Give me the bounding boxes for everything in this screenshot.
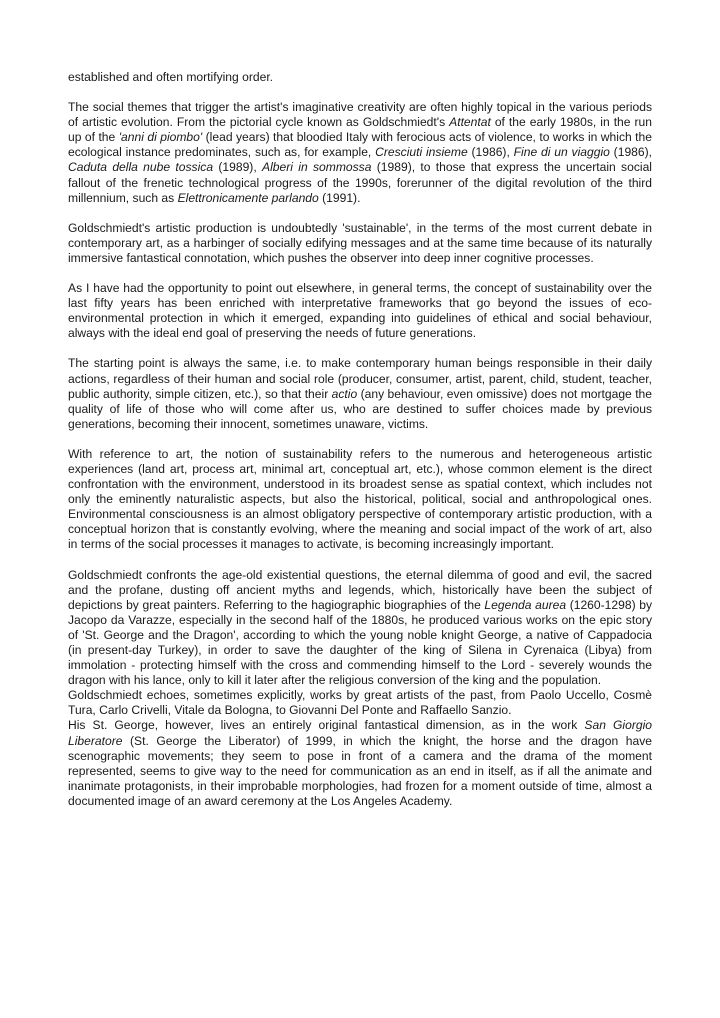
italic-title-text: Fine di un viaggio	[513, 145, 610, 160]
paragraph-text: His St. George, however, lives an entirely original fantastical dimension, as in the work	[68, 718, 585, 733]
italic-title-text: Cresciuti insieme	[375, 145, 468, 160]
paragraph-text: (lead years) that bloodied Italy with ferocious acts of violence, to works in which the ecological instance predominates, such as, for example,	[68, 130, 652, 160]
paragraph-text: (1989), to those that express the uncertain social fallout of the frenetic technological progress of the 1990s, forerunner of the digital revolution of the third millennium, such as	[68, 160, 652, 205]
body-paragraph	[68, 100, 652, 206]
paragraph-text: established and often mortifying order.	[68, 70, 274, 84]
body-paragraph	[68, 70, 652, 85]
italic-title-text: Alberi in sommossa	[262, 160, 372, 175]
paragraph-text: (1986),	[467, 145, 514, 160]
paragraph-text: (1989),	[213, 160, 263, 175]
body-paragraph	[68, 718, 652, 809]
paragraph-text: (any behaviour, even omissive) does not mortgage the quality of life of those who will come after us, who are destined to suffer choices made by previous generations, becoming their innocent, sometimes unaware, victims.	[68, 386, 653, 431]
paragraph-text: As I have had the opportunity to point out elsewhere, in general terms, the concept of sustainability over the last fifty years has been enriched with interpretative frameworks that go beyond the issues of eco-environmental protection in which it emerged, expanding into guidelines of ethical and social behaviour, always with the ideal end goal of preserving the needs of future generations.	[68, 281, 652, 341]
italic-title-text: Legenda aurea	[484, 597, 567, 612]
paragraph-text: The starting point is always the same, i.e. to make contemporary human beings responsible in their daily actions, regardless of their human and social role (producer, consumer, artist, parent, child, student, teacher, public authority, simple citizen, etc.), so that their	[68, 356, 652, 401]
document-page	[68, 70, 652, 809]
italic-title-text: Elettronicamente parlando	[177, 190, 319, 205]
paragraph-text: of the early 1980s, in the run up of the	[68, 115, 652, 145]
italic-title-text: San Giorgio Liberatore	[68, 718, 652, 748]
body-paragraph	[68, 688, 652, 718]
body-paragraph	[68, 447, 652, 553]
body-paragraph	[68, 221, 652, 266]
paragraph-text: (1986),	[609, 145, 653, 160]
paragraph-text: (St. George the Liberator) of 1999, in which the knight, the horse and the dragon have scenographic movements; they seem to pose in front of a camera and the drama of the moment represented, seems to give way to the need for communication as an end in itself, as if all the animate and inanimate protagonists, in their improbable morphologies, had frozen for a moment outside of time, almost a documented image of an award ceremony at the Los Angeles Academy.	[68, 733, 652, 808]
body-paragraph	[68, 281, 652, 341]
italic-title-text: Attentat	[449, 115, 491, 130]
body-paragraph	[68, 568, 652, 689]
paragraph-text: (1260-1298) by Jacopo da Varazze, especially in the second half of the 1880s, he produced various works on the epic story of 'St. George and the Dragon', according to which the young noble knight George, a native of Cappadocia (in present-day Turkey), in order to save the daughter of the king of Silena in Cyrenaica (Libya) from immolation - protecting himself with the cross and commending himself to the Lord - severely wounds the dragon with his lance, only to kill it later after the religious conversion of the king and the population.	[68, 597, 652, 688]
italic-title-text: 'anni di piombo'	[118, 130, 203, 145]
italic-title-text: actio	[331, 386, 358, 401]
italic-title-text: Caduta della nube tossica	[68, 160, 214, 175]
paragraph-text: With reference to art, the notion of sustainability refers to the numerous and heterogeneous artistic experiences (land art, process art, minimal art, conceptual art, etc.), whose common element is the direct confrontation with the environment, understood in its broadest sense as spatial context, which includes not only the eminently naturalistic aspects, but also the historical, political, social and anthropological ones. Environmental consciousness is an almost obligatory perspective of contemporary artistic production, with a conceptual horizon that is constantly evolving, where the meaning and social impact of the work of art, also in terms of the social processes it manages to activate, is becoming increasingly important.	[68, 446, 652, 552]
paragraph-text: The social themes that trigger the artist's imaginative creativity are often highly topical in the various periods of artistic evolution. From the pictorial cycle known as Goldschmiedt's	[68, 100, 652, 130]
paragraph-text: Goldschmiedt echoes, sometimes explicitly, works by great artists of the past, from Paolo Uccello, Cosmè Tura, Carlo Crivelli, Vitale da Bologna, to Giovanni Del Ponte and Raffaello Sanzio.	[68, 688, 652, 718]
paragraph-text: Goldschmiedt confronts the age-old existential questions, the eternal dilemma of good and evil, the sacred and the profane, dusting off ancient myths and legends, which, historically have been the subject of depictions by great painters. Referring to the hagiographic biographies of the	[68, 567, 652, 612]
body-paragraph	[68, 356, 652, 431]
paragraph-text: (1991).	[318, 190, 361, 205]
paragraph-text: Goldschmiedt's artistic production is undoubtedly 'sustainable', in the terms of the most current debate in contemporary art, as a harbinger of socially edifying messages and at the same time because of its naturally immersive fantastical connotation, which pushes the observer into deep inner cognitive processes.	[68, 220, 652, 265]
